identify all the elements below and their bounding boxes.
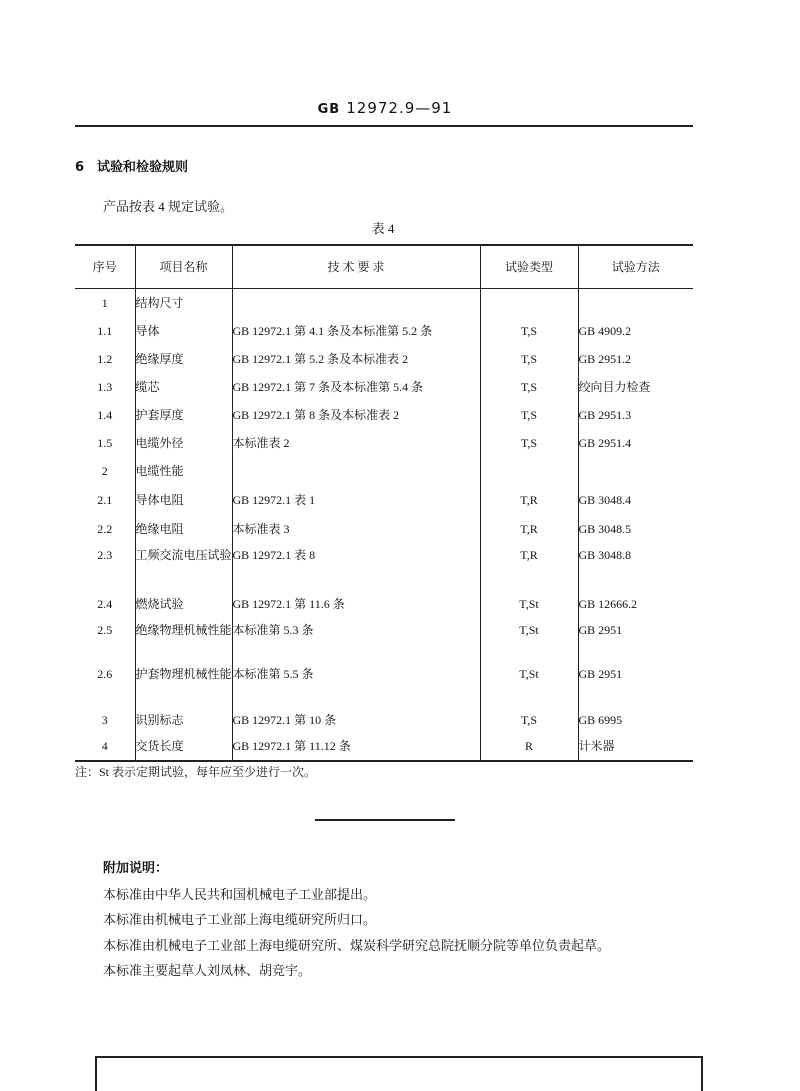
cell-test-type	[480, 457, 578, 486]
table-caption: 表 4	[371, 221, 395, 236]
cell-test-method: GB 2951.4	[578, 429, 693, 457]
cell-test-type: T,S	[480, 706, 578, 732]
table-row	[75, 486, 693, 515]
cell-no: 4	[101, 738, 108, 753]
cell-test-method	[578, 289, 693, 317]
cell-no: 2	[101, 463, 108, 478]
table-row	[75, 457, 693, 486]
column-header-requirement: 技 术 要 求	[232, 245, 480, 289]
table-row	[75, 345, 693, 373]
cell-item: 绝缘厚度	[135, 345, 232, 373]
cell-item: 工频交流电压试验	[135, 541, 232, 590]
cell-requirement: GB 12972.1 表 1	[232, 486, 480, 515]
cell-no: 1	[101, 296, 108, 310]
cell-no: 2.5	[97, 622, 113, 637]
cell-requirement	[232, 289, 480, 317]
table-row	[75, 706, 693, 732]
cell-test-method: GB 12666.2	[578, 590, 693, 616]
cell-requirement: GB 12972.1 第 5.2 条及本标准表 2	[232, 345, 480, 373]
cell-requirement: GB 12972.1 第 11.6 条	[232, 590, 480, 616]
cell-requirement: GB 12972.1 第 10 条	[232, 706, 480, 732]
cell-item: 导体电阻	[135, 486, 232, 515]
cell-no: 1.4	[97, 407, 113, 422]
cell-test-method: 计米器	[578, 732, 693, 761]
cell-test-method	[578, 457, 693, 486]
cell-no: 1.5	[97, 435, 113, 450]
table-row	[75, 289, 693, 317]
table-row	[75, 317, 693, 345]
cell-requirement	[232, 457, 480, 486]
table-note: 注：St 表示定期试验，每年应至少进行一次。	[75, 765, 317, 779]
table-header-row	[75, 245, 693, 289]
cell-test-type: T,S	[480, 345, 578, 373]
cell-test-method: GB 2951	[578, 660, 693, 706]
cell-item: 导体	[135, 317, 232, 345]
cell-test-type: T,St	[480, 660, 578, 706]
cell-requirement: GB 12972.1 第 8 条及本标准表 2	[232, 401, 480, 429]
cell-test-method: GB 2951.2	[578, 345, 693, 373]
table-row	[75, 429, 693, 457]
table-row	[75, 732, 693, 761]
cell-requirement: 本标准表 2	[232, 429, 480, 457]
cell-no: 2.3	[97, 547, 113, 562]
cell-item: 电缆外径	[135, 429, 232, 457]
cell-no: 2.6	[97, 666, 113, 681]
table-row	[75, 541, 693, 590]
additional-note-line: 本标准由机械电子工业部上海电缆研究所、煤炭科学研究总院抚顺分院等单位负责起草。	[103, 937, 611, 953]
cell-item: 电缆性能	[135, 457, 232, 486]
cell-test-method: GB 2951.3	[578, 401, 693, 429]
cell-test-type: T,St	[480, 616, 578, 660]
cell-test-method: GB 4909.2	[578, 317, 693, 345]
cell-item: 燃烧试验	[135, 590, 232, 616]
cell-no: 2.1	[97, 492, 113, 507]
table-body	[75, 289, 693, 761]
cell-no: 2.2	[97, 521, 113, 536]
cell-test-type: T,R	[480, 486, 578, 515]
section-title: 试验和检验规则	[97, 160, 189, 175]
cell-test-type: T,S	[480, 401, 578, 429]
cell-requirement: GB 12972.1 表 8	[232, 541, 480, 590]
column-header-test-type: 试验类型	[480, 245, 578, 289]
additional-note-line: 本标准由机械电子工业部上海电缆研究所归口。	[103, 912, 377, 927]
cell-test-type: T,S	[480, 373, 578, 401]
cell-test-method: GB 6995	[578, 706, 693, 732]
cell-item: 护套厚度	[135, 401, 232, 429]
cell-no: 3	[101, 712, 108, 727]
cell-item: 识别标志	[135, 706, 232, 732]
cell-test-type: T,R	[480, 515, 578, 541]
additional-notes-title: 附加说明：	[103, 861, 169, 876]
intro-text: 产品按表 4 规定试验。	[103, 199, 234, 214]
cell-item: 护套物理机械性能	[135, 660, 232, 706]
cell-item: 绝缘物理机械性能	[135, 616, 232, 660]
cell-item: 缆芯	[135, 373, 232, 401]
cell-test-type: R	[480, 732, 578, 761]
standard-prefix: GB	[317, 102, 341, 117]
cell-test-method: GB 3048.5	[578, 515, 693, 541]
cell-requirement: GB 12972.1 第 4.1 条及本标准第 5.2 条	[232, 317, 480, 345]
table-row	[75, 616, 693, 660]
header-rule	[75, 125, 693, 127]
cell-no: 1.2	[97, 351, 113, 366]
cell-item: 交货长度	[135, 732, 232, 761]
cell-test-method: GB 2951	[578, 616, 693, 660]
cell-no: 1.1	[97, 323, 113, 338]
table-row	[75, 660, 693, 706]
column-header-item: 项目名称	[135, 245, 232, 289]
page-header	[0, 99, 770, 119]
table-row	[75, 590, 693, 616]
table-row	[75, 401, 693, 429]
section-divider	[315, 819, 455, 821]
cell-requirement: 本标准第 5.3 条	[232, 616, 480, 660]
cell-test-type: T,S	[480, 317, 578, 345]
cell-test-method: GB 3048.4	[578, 486, 693, 515]
cell-test-method: GB 3048.8	[578, 541, 693, 590]
additional-notes	[103, 856, 610, 984]
table-header	[75, 245, 693, 289]
cell-requirement: GB 12972.1 第 11.12 条	[232, 732, 480, 761]
cell-test-method: 绞向目力检查	[578, 373, 693, 401]
additional-note-line: 本标准由中华人民共和国机械电子工业部提出。	[103, 886, 377, 902]
cell-test-type: T,R	[480, 541, 578, 590]
cell-no: 1.3	[97, 379, 113, 394]
cell-requirement: GB 12972.1 第 7 条及本标准第 5.4 条	[232, 373, 480, 401]
cell-item: 绝缘电阻	[135, 515, 232, 541]
cell-requirement: 本标准第 5.5 条	[232, 660, 480, 706]
standard-number: 12972.9—91	[346, 99, 453, 117]
additional-note-line: 本标准主要起草人刘凤林、胡竞宇。	[103, 963, 312, 978]
column-header-test-method: 试验方法	[578, 245, 693, 289]
test-table	[75, 244, 693, 762]
table-row	[75, 515, 693, 541]
table-row	[75, 373, 693, 401]
cell-requirement: 本标准表 3	[232, 515, 480, 541]
cell-test-type	[480, 289, 578, 317]
cell-test-type: T,S	[480, 429, 578, 457]
section-heading	[75, 159, 188, 177]
cell-no: 2.4	[97, 596, 113, 611]
column-header-no: 序号	[75, 245, 135, 289]
cell-test-type: T,St	[480, 590, 578, 616]
section-number: 6	[75, 160, 85, 175]
bottom-frame	[95, 1056, 703, 1091]
cell-item: 结构尺寸	[135, 289, 232, 317]
